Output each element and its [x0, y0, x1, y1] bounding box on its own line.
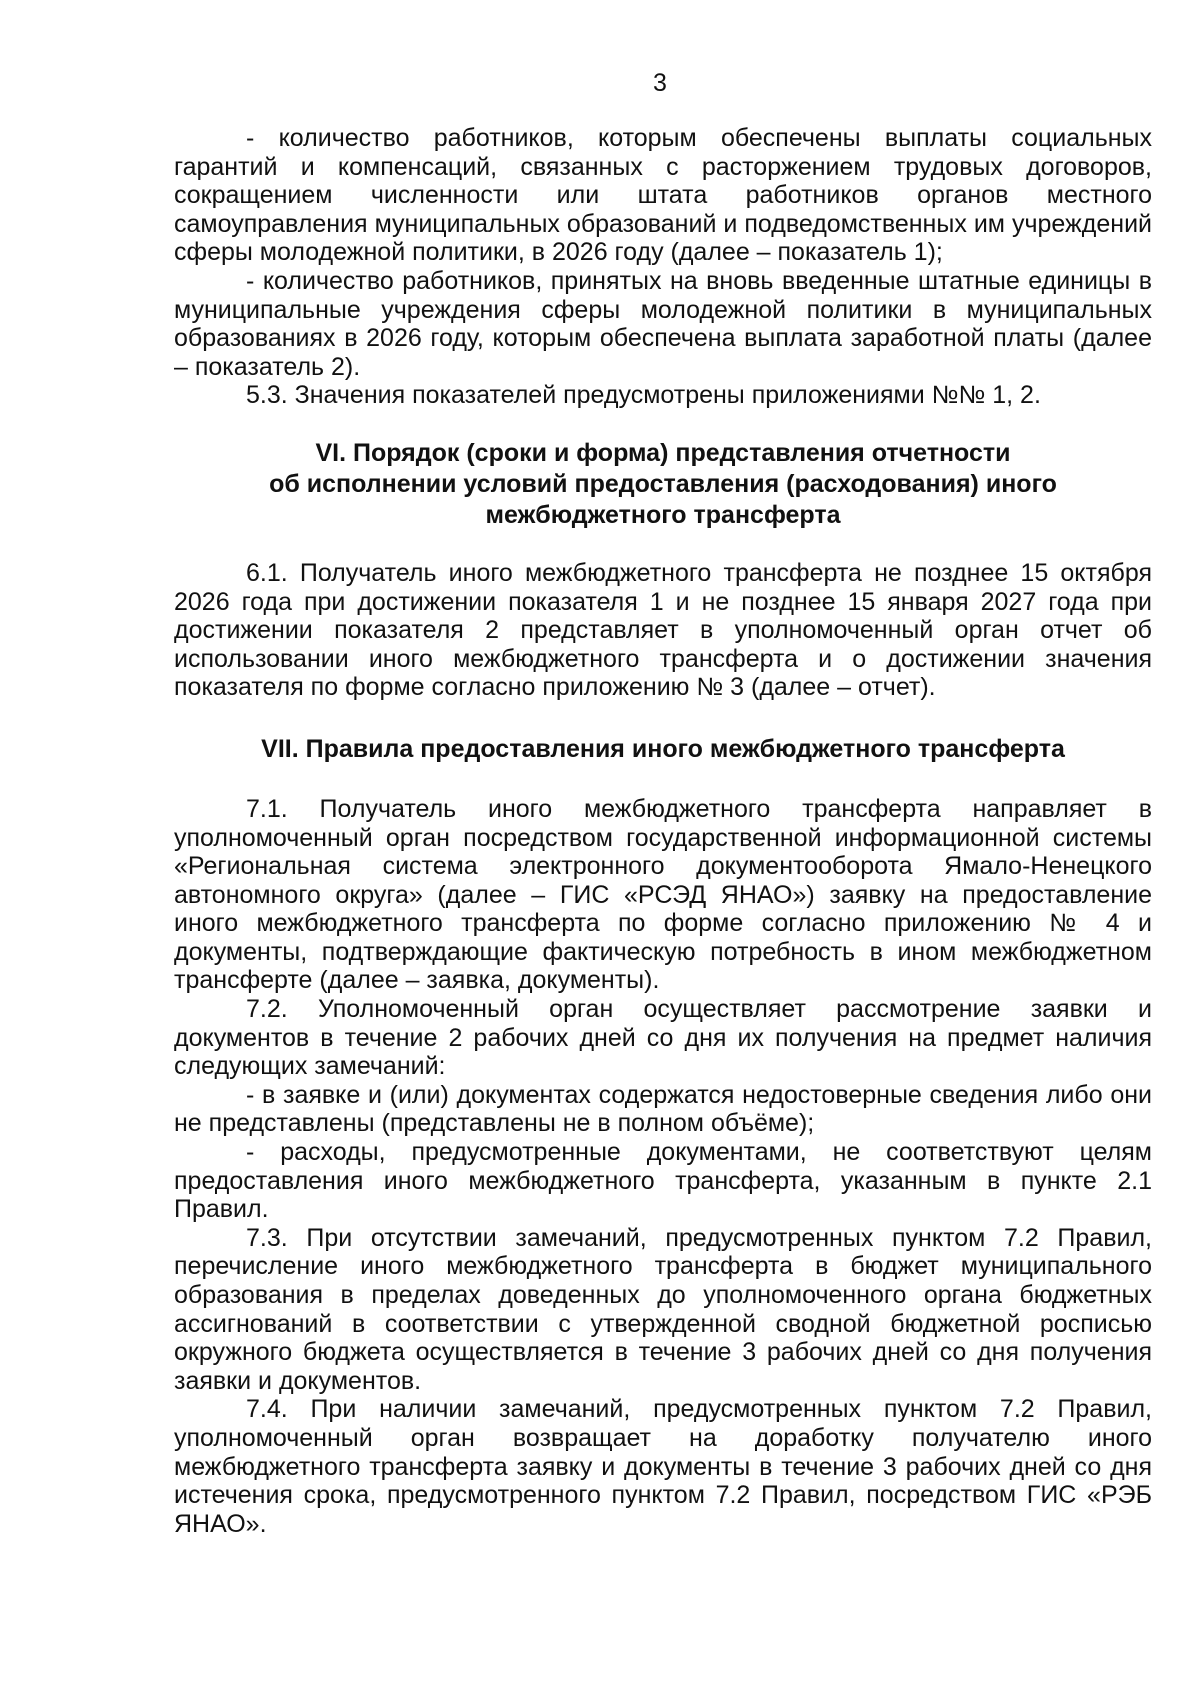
document-body — [174, 124, 1152, 1538]
section-7-heading: VII. Правила предоставления иного межбюджетного трансферта — [261, 734, 1065, 763]
paragraph-indicator-2: - количество работников, принятых на вновь введенные штатные единицы в муниципальные учреждения сферы молодежной политики в муниципальных образованиях в 2026 году, которым обеспечена выплата заработной платы (далее – показатель 2). — [174, 266, 1152, 381]
paragraph-7-3: 7.3. При отсутствии замечаний, предусмотренных пунктом 7.2 Правил, перечисление иного межбюджетного трансферта в бюджет муниципального образования в пределах доведенных до уполномоченного органа бюджетных ассигнований в соответствии с утвержденной сводной бюджетной росписью окружного бюджета осуществляется в течение 3 рабочих дней со дня получения заявки и документов. — [174, 1223, 1152, 1395]
paragraph-7-2: 7.2. Уполномоченный орган осуществляет рассмотрение заявки и документов в течение 2 рабочих дней со дня их получения на предмет наличия следующих замечаний: — [174, 995, 1152, 1081]
paragraph-7-2-item-1: - в заявке и (или) документах содержатся недостоверные сведения либо они не представлены (представлены не в полном объёме); — [174, 1080, 1152, 1138]
section-6-heading — [174, 438, 1152, 531]
section-6-heading-line-1: VI. Порядок (сроки и форма) представления отчетности — [315, 438, 1011, 467]
page-number: 3 — [653, 69, 667, 97]
paragraph-7-1: 7.1. Получатель иного межбюджетного трансферта направляет в уполномоченный орган посредством государственной информационной системы «Региональная система электронного документооборота Ямало-Ненецкого автономного округа» (далее – ГИС «РСЭД ЯНАО») заявку на предоставление иного межбюджетного трансферта по форме согласно приложению № 4 и документы, подтверждающие фактическую потребность в ином межбюджетном трансферте (далее – заявка, документы). — [174, 794, 1152, 995]
paragraph-indicator-1: - количество работников, которым обеспечены выплаты социальных гарантий и компенсаций, связанных с расторжением трудовых договоров, сокращением численности или штата работников органов местного самоуправления муниципальных образований и подведомственных им учреждений сферы молодежной политики, в 2026 году (далее – показатель 1); — [174, 124, 1152, 267]
section-6-heading-line-3: межбюджетного трансферта — [485, 500, 841, 529]
paragraph-5-3: 5.3. Значения показателей предусмотрены приложениями №№ 1, 2. — [246, 381, 1041, 410]
paragraph-7-2-item-2: - расходы, предусмотренные документами, не соответствуют целям предоставления иного межбюджетного трансферта, указанным в пункте 2.1 Правил. — [174, 1138, 1152, 1224]
paragraph-6-1: 6.1. Получатель иного межбюджетного трансферта не позднее 15 октября 2026 года при достижении показателя 1 и не позднее 15 января 2027 года при достижении показателя 2 представляет в уполномоченный орган отчет об использовании иного межбюджетного трансферта и о достижении значения показателя по форме согласно приложению № 3 (далее – отчет). — [174, 558, 1152, 702]
section-6-heading-line-2: об исполнении условий предоставления (расходования) иного — [269, 469, 1057, 498]
paragraph-7-4: 7.4. При наличии замечаний, предусмотренных пунктом 7.2 Правил, уполномоченный орган возвращает на доработку получателю иного межбюджетного трансферта заявку и документы в течение 3 рабочих дней со дня истечения срока, предусмотренного пунктом 7.2 Правил, посредством ГИС «РЭБ ЯНАО». — [174, 1395, 1152, 1538]
